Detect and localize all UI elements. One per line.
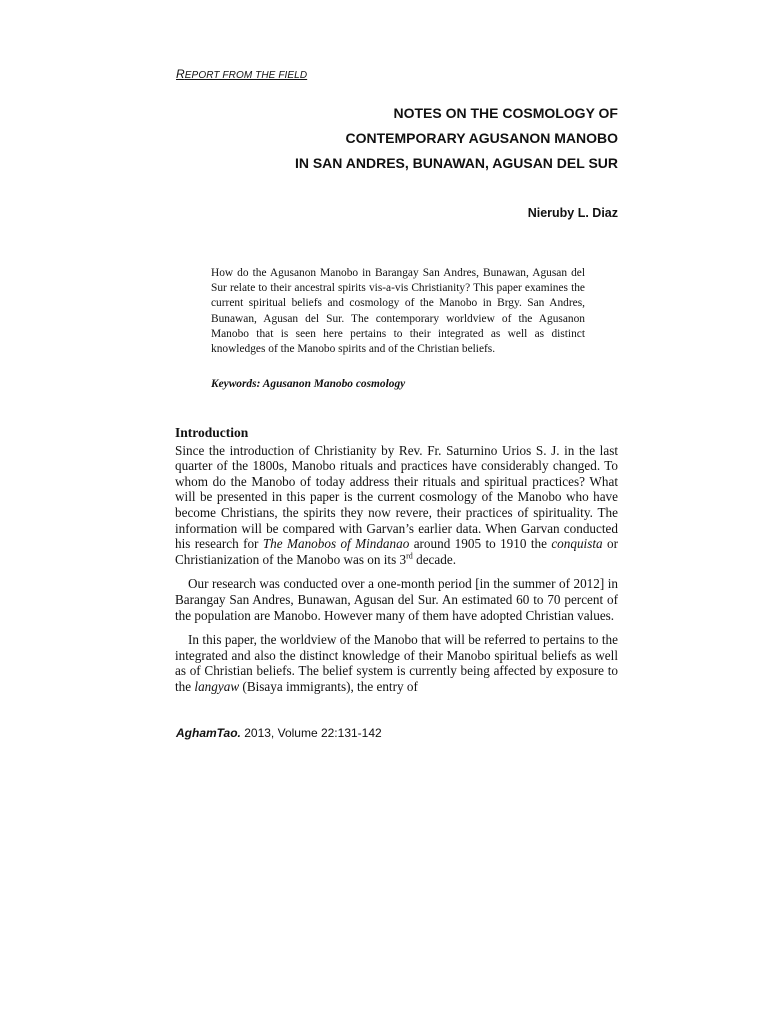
term-conquista: conquista <box>551 536 603 552</box>
paragraph-1-text-d: decade. <box>412 551 456 567</box>
ordinal-superscript: rd <box>406 551 413 561</box>
paragraph-3-text-a: In this paper, the worldview of the Manobo that will be referred to pertains to the integrated and also the distinct knowledge of their Manobo spiritual beliefs as well as of Christian beliefs. The belief system is currently being affected by exposure to the <box>175 632 618 694</box>
term-langyaw: langyaw <box>194 678 240 694</box>
book-title: The Manobos of Mindanao <box>262 536 410 552</box>
article-body <box>175 425 618 704</box>
title-line-3: IN SAN ANDRES, BUNAWAN, AGUSAN DEL SUR <box>294 155 618 171</box>
section-label <box>176 67 307 81</box>
paragraph-3-text-b: (Bisaya immigrants), the entry of <box>239 678 418 694</box>
abstract: How do the Agusanon Manobo in Barangay San Andres, Bunawan, Agusan del Sur relate to their ancestral spirits vis-a-vis Christianity? This paper examines the current spiritual beliefs and cosmology of the Manobo in Brgy. San Andres, Bunawan, Agusan del Sur. The contemporary worldview of the Agusanon Manobo that is seen here pertains to their integrated as well as distinct knowledges of the Manobo spirits and of the Christian beliefs. <box>211 267 585 356</box>
title-line-2: CONTEMPORARY AGUSANON MANOBO <box>345 130 618 146</box>
paragraph-1-text-a: Since the introduction of Christianity by Rev. Fr. Saturnino Urios S. J. in the last quarter of the 1800s, Manobo rituals and practices have considerably changed. To whom do the Manobo of today address their rituals and spiritual practices? What will be presented in this paper is the current cosmology of the Manobo who have become Christians, the spirits they now revere, their practices of spirituality. The information will be compared with Garvan’s earlier data. When Garvan conducted his research for <box>175 442 618 552</box>
paragraph-2: Our research was conducted over a one-month period [in the summer of 2012] in Barangay San Andres, Bunawan, Agusan del Sur. An estimated 60 to 70 percent of the population are Manobo. However many of them have adopted Christian values. <box>175 576 618 623</box>
paragraph-1-text-c: or Christianization of the Manobo was on its 3 <box>175 536 618 567</box>
keywords: Keywords: Agusanon Manobo cosmology <box>211 378 406 390</box>
title-line-1: NOTES ON THE COSMOLOGY OF <box>393 105 618 121</box>
article-title <box>295 101 618 176</box>
section-label-rest: EPORT FROM THE FIELD <box>184 70 308 81</box>
journal-citation: 2013, Volume 22:131-142 <box>240 726 382 740</box>
journal-footer <box>176 726 382 740</box>
section-label-first-letter: R <box>176 67 185 81</box>
journal-name: AghamTao. <box>176 726 241 740</box>
section-heading-introduction: Introduction <box>175 425 249 440</box>
paragraph-1 <box>175 443 618 568</box>
paragraph-1-text-b: around 1905 to 1910 the <box>409 536 552 552</box>
paragraph-3 <box>175 632 618 694</box>
author-name: Nieruby L. Diaz <box>527 206 618 220</box>
